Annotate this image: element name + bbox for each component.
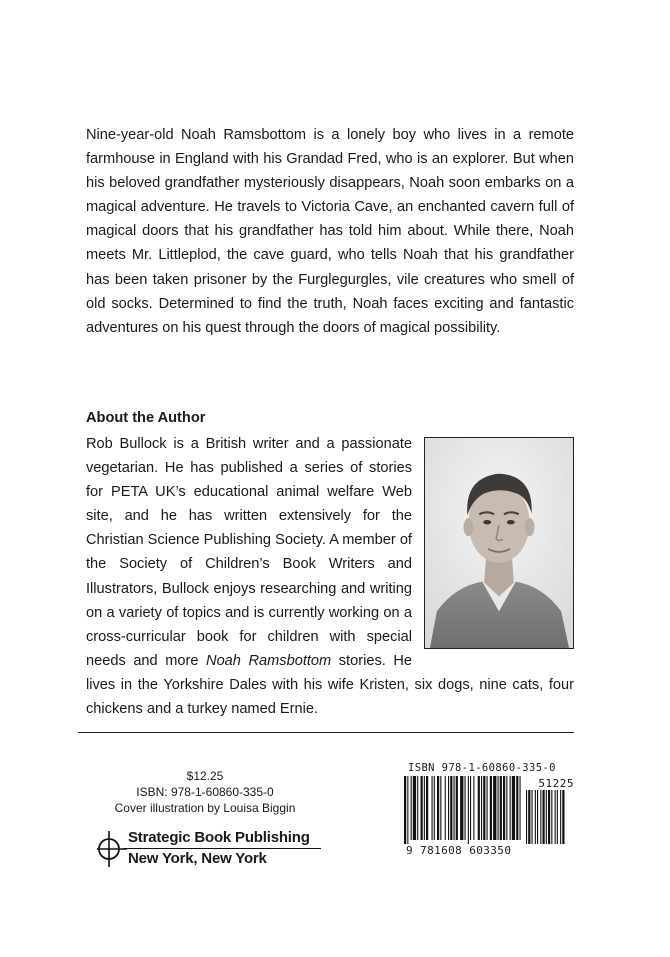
barcode-bar: [437, 776, 439, 840]
barcode-bar: [503, 776, 505, 840]
barcode-bar: [478, 776, 480, 840]
book-blurb: Nine-year-old Noah Ramsbottom is a lonely boy who lives in a remote farmhouse in England with his Grandad Fred, who is an explorer. But when his beloved grandfather mysteriously disappears, Noah soon embarks on a magical adventure. He travels to Victoria Cave, an enchanted cavern full of magical doors that his grandfather has told him about. While there, Noah meets Mr. Littleplod, the cave guard, who tells Noah that his grandfather has been taken prisoner by the Furglegurgles, vile creatures who smell of old socks. Determined to find the truth, Noah faces exciting and fantastic adventures on his quest through the doors of magical possibility.: [86, 127, 574, 336]
barcode-addon-bar: [543, 790, 545, 844]
publisher-underline: [123, 848, 321, 849]
about-author-text-part1: Rob Bullock is a British writer and a passionate vegetarian. He has published a series of stories for PETA UK’s educational animal welfare Web site, and he has written extensively for the Christian Science Publishing Society. A member of the Society of Children’s Book Writers and Illustrators, Bullock enjoys researching and writing on a variety of topics and is currently working on a cross-curricular book for children with special needs and more: [86, 436, 412, 669]
price-block: [100, 768, 310, 816]
barcode-bar: [498, 776, 499, 840]
section-divider: [78, 732, 574, 733]
barcode-addon-bar: [557, 790, 558, 844]
barcode-bar: [434, 776, 435, 840]
barcode-addon-bar: [551, 790, 552, 844]
barcode-bar: [470, 776, 471, 840]
barcode-bar: [520, 776, 521, 840]
barcode-bar: [456, 776, 458, 840]
barcode-bar: [460, 776, 463, 840]
barcode-bar: [512, 776, 515, 840]
barcode-addon-bar: [540, 790, 541, 844]
isbn-barcode: [402, 762, 576, 858]
barcode-bar: [404, 776, 406, 844]
barcode-addon-bar: [562, 790, 564, 844]
publisher-name: Strategic Book Publishing: [128, 829, 310, 846]
barcode-bar: [450, 776, 452, 840]
barcode-addon-bar: [532, 790, 533, 844]
barcode-bar: [440, 776, 441, 840]
publisher-logo: [97, 825, 327, 870]
barcode-addon-bar: [537, 790, 538, 844]
barcode-bar: [421, 776, 423, 840]
barcode-addon-bar: [528, 790, 530, 844]
about-author-text-part2: stories. He lives in the Yorkshire Dales with his wife Kristen, six dogs, nine cats, four chickens and a turkey named Ernie.: [86, 652, 574, 718]
barcode-price-code: 51225: [538, 777, 574, 790]
barcode-bar: [465, 776, 466, 840]
barcode-bar: [483, 776, 485, 840]
barcode-bar: [413, 776, 416, 840]
barcode-bar: [493, 776, 496, 840]
about-author-text: [86, 432, 574, 721]
barcode-bar: [445, 776, 446, 840]
barcode-addon-bar: [526, 790, 527, 844]
barcode-bar: [432, 776, 433, 840]
barcode-bar: [506, 776, 507, 840]
barcode-addon-bar: [546, 790, 547, 844]
barcode-bar: [490, 776, 492, 840]
barcode-bar: [516, 776, 518, 840]
barcode-bar: [481, 776, 482, 840]
barcode-addon-bar: [560, 790, 561, 844]
author-photo: [424, 437, 574, 649]
barcode-addon-bar: [548, 790, 550, 844]
barcode-digits: 9 781608 603350: [406, 844, 512, 857]
book-title-italic: Noah Ramsbottom: [206, 652, 332, 669]
barcode-bar: [454, 776, 455, 840]
barcode-bar: [510, 776, 511, 840]
barcode-bar: [424, 776, 425, 840]
barcode-bar: [487, 776, 488, 840]
about-author-heading: About the Author: [86, 410, 206, 426]
barcode-bar: [468, 776, 469, 844]
isbn-text: ISBN: 978-1-60860-335-0: [136, 785, 274, 799]
barcode-addon-bar: [555, 790, 556, 844]
barcode-bar: [411, 776, 412, 840]
barcode-isbn-label: ISBN 978-1-60860-335-0: [408, 762, 556, 774]
author-portrait-image: [425, 438, 573, 648]
publisher-city: New York, New York: [128, 850, 267, 867]
price: $12.25: [186, 769, 224, 783]
barcode-bar: [500, 776, 502, 840]
barcode-bar: [448, 776, 449, 840]
barcode-bar: [417, 776, 418, 840]
cover-credit: Cover illustration by Louisa Biggin: [114, 801, 296, 815]
barcode-bar: [407, 776, 408, 844]
barcode-bar: [473, 776, 474, 840]
barcode-bar: [426, 776, 428, 840]
barcode-addon-bar: [535, 790, 536, 844]
